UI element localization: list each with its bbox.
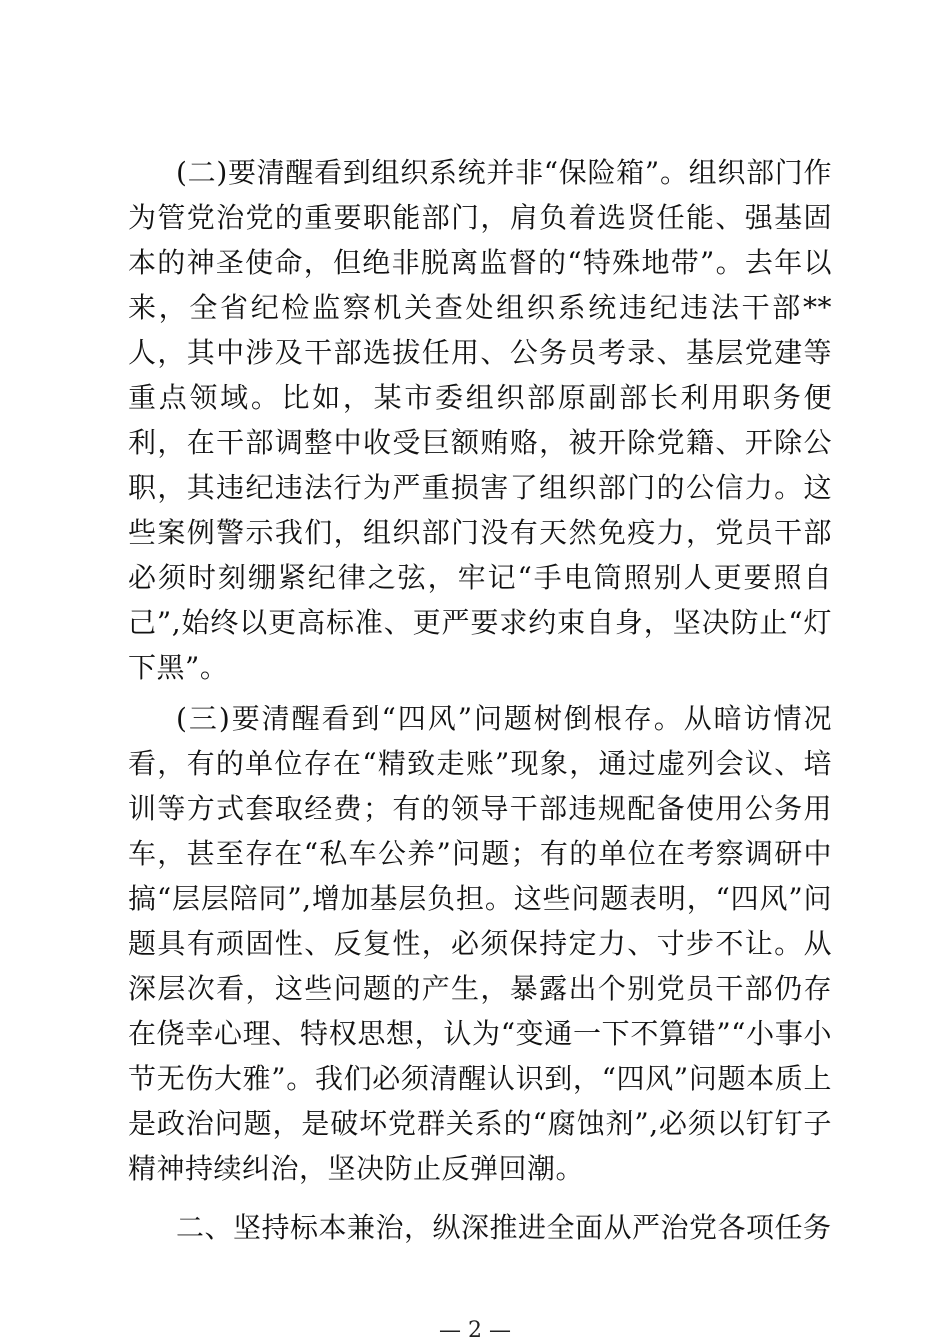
page-number: — 2 — bbox=[439, 1318, 511, 1343]
paragraph-section-two: (二)要清醒看到组织系统并非“保险箱”。组织部门作为管党治党的重要职能部门，肩负着选贤任能、强基固本的神圣使命，但绝非脱离监督的“特殊地带”。去年以来，全省纪检监察机关查处组织系统违纪违法干部**人，其中涉及干部选拔任用、公务员考录、基层党建等重点领域。比如，某市委组织部原副部长利用职务便利，在干部调整中收受巨额贿赂，被开除党籍、开除公职，其违纪违法行为严重损害了组织部门的公信力。这些案例警示我们，组织部门没有天然免疫力，党员干部必须时刻绷紧纪律之弦，牢记“手电筒照别人更要照自己”,始终以更高标准、更严要求约束自身，坚决防止“灯下黑”。 bbox=[128, 156, 832, 684]
body-text bbox=[128, 150, 832, 1250]
section-heading: 二、坚持标本兼治，纵深推进全面从严治党各项任务 bbox=[176, 1211, 832, 1244]
paragraph-section-three: (三)要清醒看到“四风”问题树倒根存。从暗访情况看，有的单位存在“精致走账”现象，通过虚列会议、培训等方式套取经费；有的领导干部违规配备使用公务用车，甚至存在“私车公养”问题；有的单位在考察调研中搞“层层陪同”,增加基层负担。这些问题表明，“四风”问题具有顽固性、反复性，必须保持定力、寸步不让。从深层次看，这些问题的产生，暴露出个别党员干部仍存在侥幸心理、特权思想，认为“变通一下不算错”“小事小节无伤大雅”。我们必须清醒认识到，“四风”问题本质上是政治问题，是破坏党群关系的“腐蚀剂”,必须以钉钉子精神持续纠治，坚决防止反弹回潮。 bbox=[128, 702, 832, 1185]
